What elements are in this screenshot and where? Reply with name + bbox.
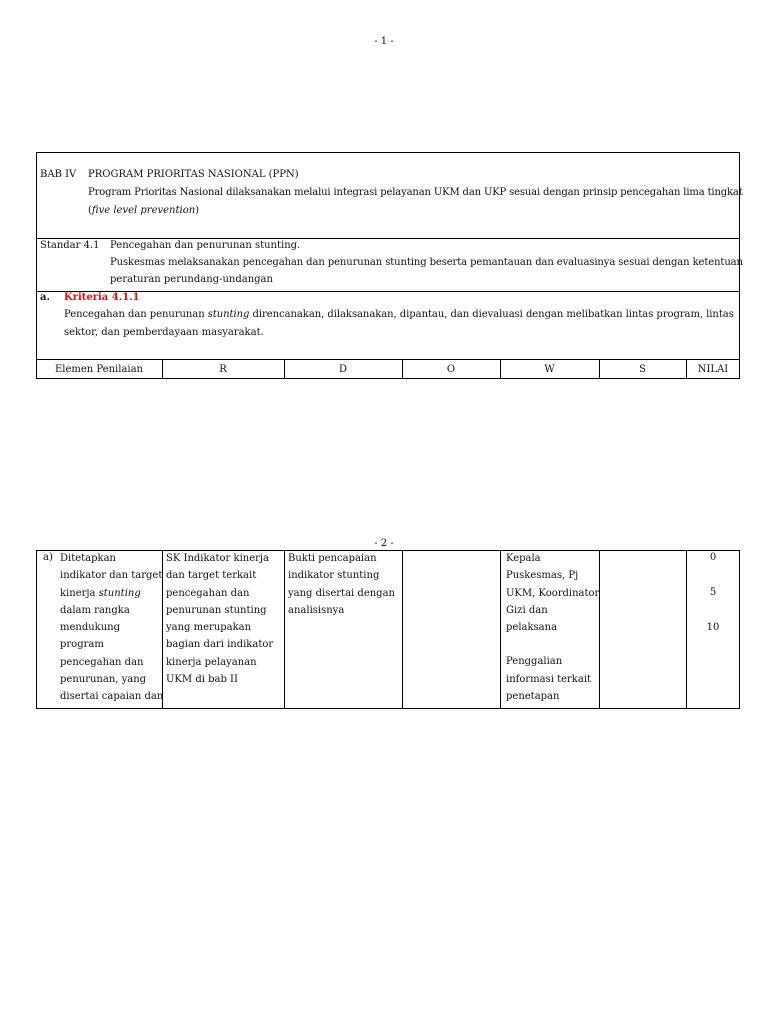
cell-elemen-penilaian: Ditetapkan indikator dan target kinerja stunting dalam rangka mendukung program pencegahan dan penurunan, yang disertai capaian dan bbox=[60, 553, 164, 703]
cell-w: Kepala Puskesmas, Pj UKM, Koordinator Gizi dan pelaksana Penggalian informasi terkait penetapan bbox=[506, 553, 600, 703]
page-number: - 1 - bbox=[374, 36, 394, 47]
standar-label: Standar 4.1 bbox=[40, 240, 100, 251]
standar-description: Puskesmas melaksanakan pencegahan dan penurunan stunting beserta pemantauan dan evaluasinya sesuai dengan ketentuan bbox=[110, 257, 743, 268]
kriteria-description-line2: sektor, dan pemberdayaan masyarakat. bbox=[64, 327, 264, 338]
bab-description-line2: (five level prevention) bbox=[88, 205, 200, 216]
nilai-score: 5 bbox=[709, 587, 717, 598]
kriteria-title: Kriteria 4.1.1 bbox=[64, 292, 140, 303]
row-marker: a) bbox=[43, 552, 53, 563]
bab-title: PROGRAM PRIORITAS NASIONAL (PPN) bbox=[88, 169, 299, 180]
bab-description: Program Prioritas Nasional dilaksanakan melalui integrasi pelayanan UKM dan UKP sesuai dengan prinsip pencegahan lima tingkat bbox=[88, 187, 743, 198]
header-d: D bbox=[338, 364, 348, 375]
standar-title: Pencegahan dan penurunan stunting. bbox=[110, 240, 301, 251]
header-r: R bbox=[219, 364, 227, 375]
standar-description-line2: peraturan perundang-undangan bbox=[110, 274, 273, 285]
column-divider bbox=[284, 550, 285, 709]
header-nilai: NILAI bbox=[697, 364, 729, 375]
divider bbox=[36, 238, 740, 239]
page-number: - 2 - bbox=[374, 538, 394, 549]
column-divider bbox=[500, 550, 501, 709]
cell-d: Bukti pencapaian indikator stunting yang disertai dengan analisisnya bbox=[288, 553, 395, 616]
nilai-score: 0 bbox=[709, 552, 717, 563]
cell-r: SK Indikator kinerja dan target terkait pencegahan dan penurunan stunting yang merupakan bagian dari indikator kinerja pelayanan UKM di bab II bbox=[166, 553, 274, 686]
divider bbox=[36, 291, 740, 292]
header-elemen-penilaian: Elemen Penilaian bbox=[54, 364, 144, 375]
column-divider bbox=[402, 550, 403, 709]
header-s: S bbox=[639, 364, 646, 375]
kriteria-description: Pencegahan dan penurunan stunting direncanakan, dilaksanakan, dipantau, dan dievaluasi dengan melibatkan lintas program, lintas bbox=[64, 309, 734, 320]
nilai-score: 10 bbox=[706, 622, 720, 633]
kriteria-marker: a. bbox=[40, 292, 50, 303]
divider bbox=[36, 359, 740, 360]
header-w: W bbox=[544, 364, 555, 375]
five-level-prevention-term: five level prevention bbox=[91, 205, 196, 216]
header-o: O bbox=[446, 364, 456, 375]
bab-label: BAB IV bbox=[40, 169, 77, 180]
